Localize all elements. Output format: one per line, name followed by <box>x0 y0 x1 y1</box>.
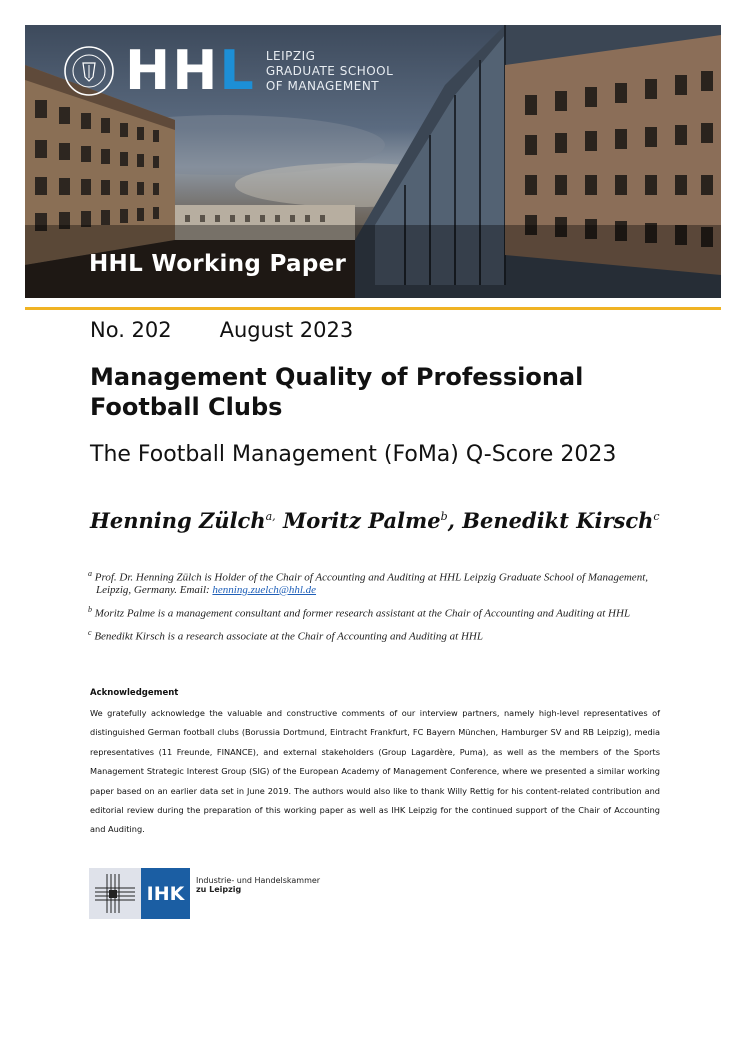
ihk-name <box>196 876 320 894</box>
acknowledgement-heading: Acknowledgement <box>90 688 179 698</box>
paper-subtitle: The Football Management (FoMa) Q-Score 2023 <box>90 442 617 467</box>
author-name: Henning Zülch <box>90 508 266 533</box>
affiliation-notes <box>88 568 668 651</box>
hhl-logo <box>63 39 394 102</box>
note-text: Moritz Palme is a management consultant and former research assistant at the Chair of Accounting and Auditing at HHL <box>92 607 631 620</box>
school-name <box>266 49 393 94</box>
hhl-letter-l: L <box>219 39 256 102</box>
ihk-abbr: IHK <box>141 868 190 919</box>
note-mark: b <box>88 604 92 614</box>
ihk-logo <box>89 868 320 919</box>
affiliation-note-a <box>88 568 668 596</box>
hhl-letters-hh: HH <box>125 39 220 102</box>
accent-divider <box>25 307 721 310</box>
note-mark: c <box>88 628 92 638</box>
note-text: Prof. Dr. Henning Zülch is Holder of the Chair of Accounting and Auditing at HHL Leipzig Graduate School of Management, Leipzig, Germany. Email: <box>92 571 648 596</box>
school-line-1: LEIPZIG <box>265 48 316 63</box>
paper-number: No. 202 <box>90 318 172 342</box>
affiliation-note-c <box>88 627 668 643</box>
ihk-name-line-2 <box>196 885 320 894</box>
series-title: HHL Working Paper <box>89 251 347 277</box>
acknowledgement-body: We gratefully acknowledge the valuable and constructive comments of our interview partners, namely high-level representatives of distinguished German football clubs (Borussia Dortmund, Eintracht Frankfurt, FC Bayern München, Hamburger SV and RB Leipzig), media representatives (11 Freunde, FINANCE), and external stakeholders (Group Lagardère, Puma), as well as the members of the Sports Management Strategic Interest Group (SIG) of the European Academy of Management Conference, where we presented a similar working paper based on an earlier data set in June 2019. The authors would also like to thank Willy Rettig for his content-related contribution and editorial review during the preparation of this working paper as well as IHK Leipzig for the continued support of the Chair of Accounting and Auditing. <box>90 708 660 835</box>
issue-line <box>90 318 353 342</box>
affiliation-mark: a, <box>265 510 276 523</box>
note-text: Benedikt Kirsch is a research associate at the Chair of Accounting and Auditing at HHL <box>91 630 483 643</box>
school-line-2: GRADUATE SCHOOL <box>265 63 394 78</box>
note-mark: a <box>88 569 92 578</box>
ihk-name-line-2-text: zu Leipzig <box>196 885 242 894</box>
cover-photo <box>25 25 721 298</box>
paper-title: Management Quality of Professional Football Clubs <box>90 363 584 421</box>
affiliation-mark: b <box>440 510 448 523</box>
ihk-logo-mark <box>89 868 190 919</box>
affiliation-note-b <box>88 604 668 620</box>
author-list <box>90 508 660 533</box>
hhl-wordmark <box>125 39 256 102</box>
paper-date: August 2023 <box>219 318 354 342</box>
author-separator: , <box>447 508 463 533</box>
affiliation-mark: c <box>653 510 660 523</box>
author-name: Moritz Palme <box>282 508 441 533</box>
email-link[interactable]: henning.zuelch@hhl.de <box>212 583 317 596</box>
author-name: Benedikt Kirsch <box>462 508 654 533</box>
ihk-name-line-1: Industrie- und Handelskammer <box>196 876 321 885</box>
ihk-grid-icon <box>89 868 141 919</box>
university-seal-icon <box>63 45 115 97</box>
school-line-3: OF MANAGEMENT <box>265 78 380 93</box>
